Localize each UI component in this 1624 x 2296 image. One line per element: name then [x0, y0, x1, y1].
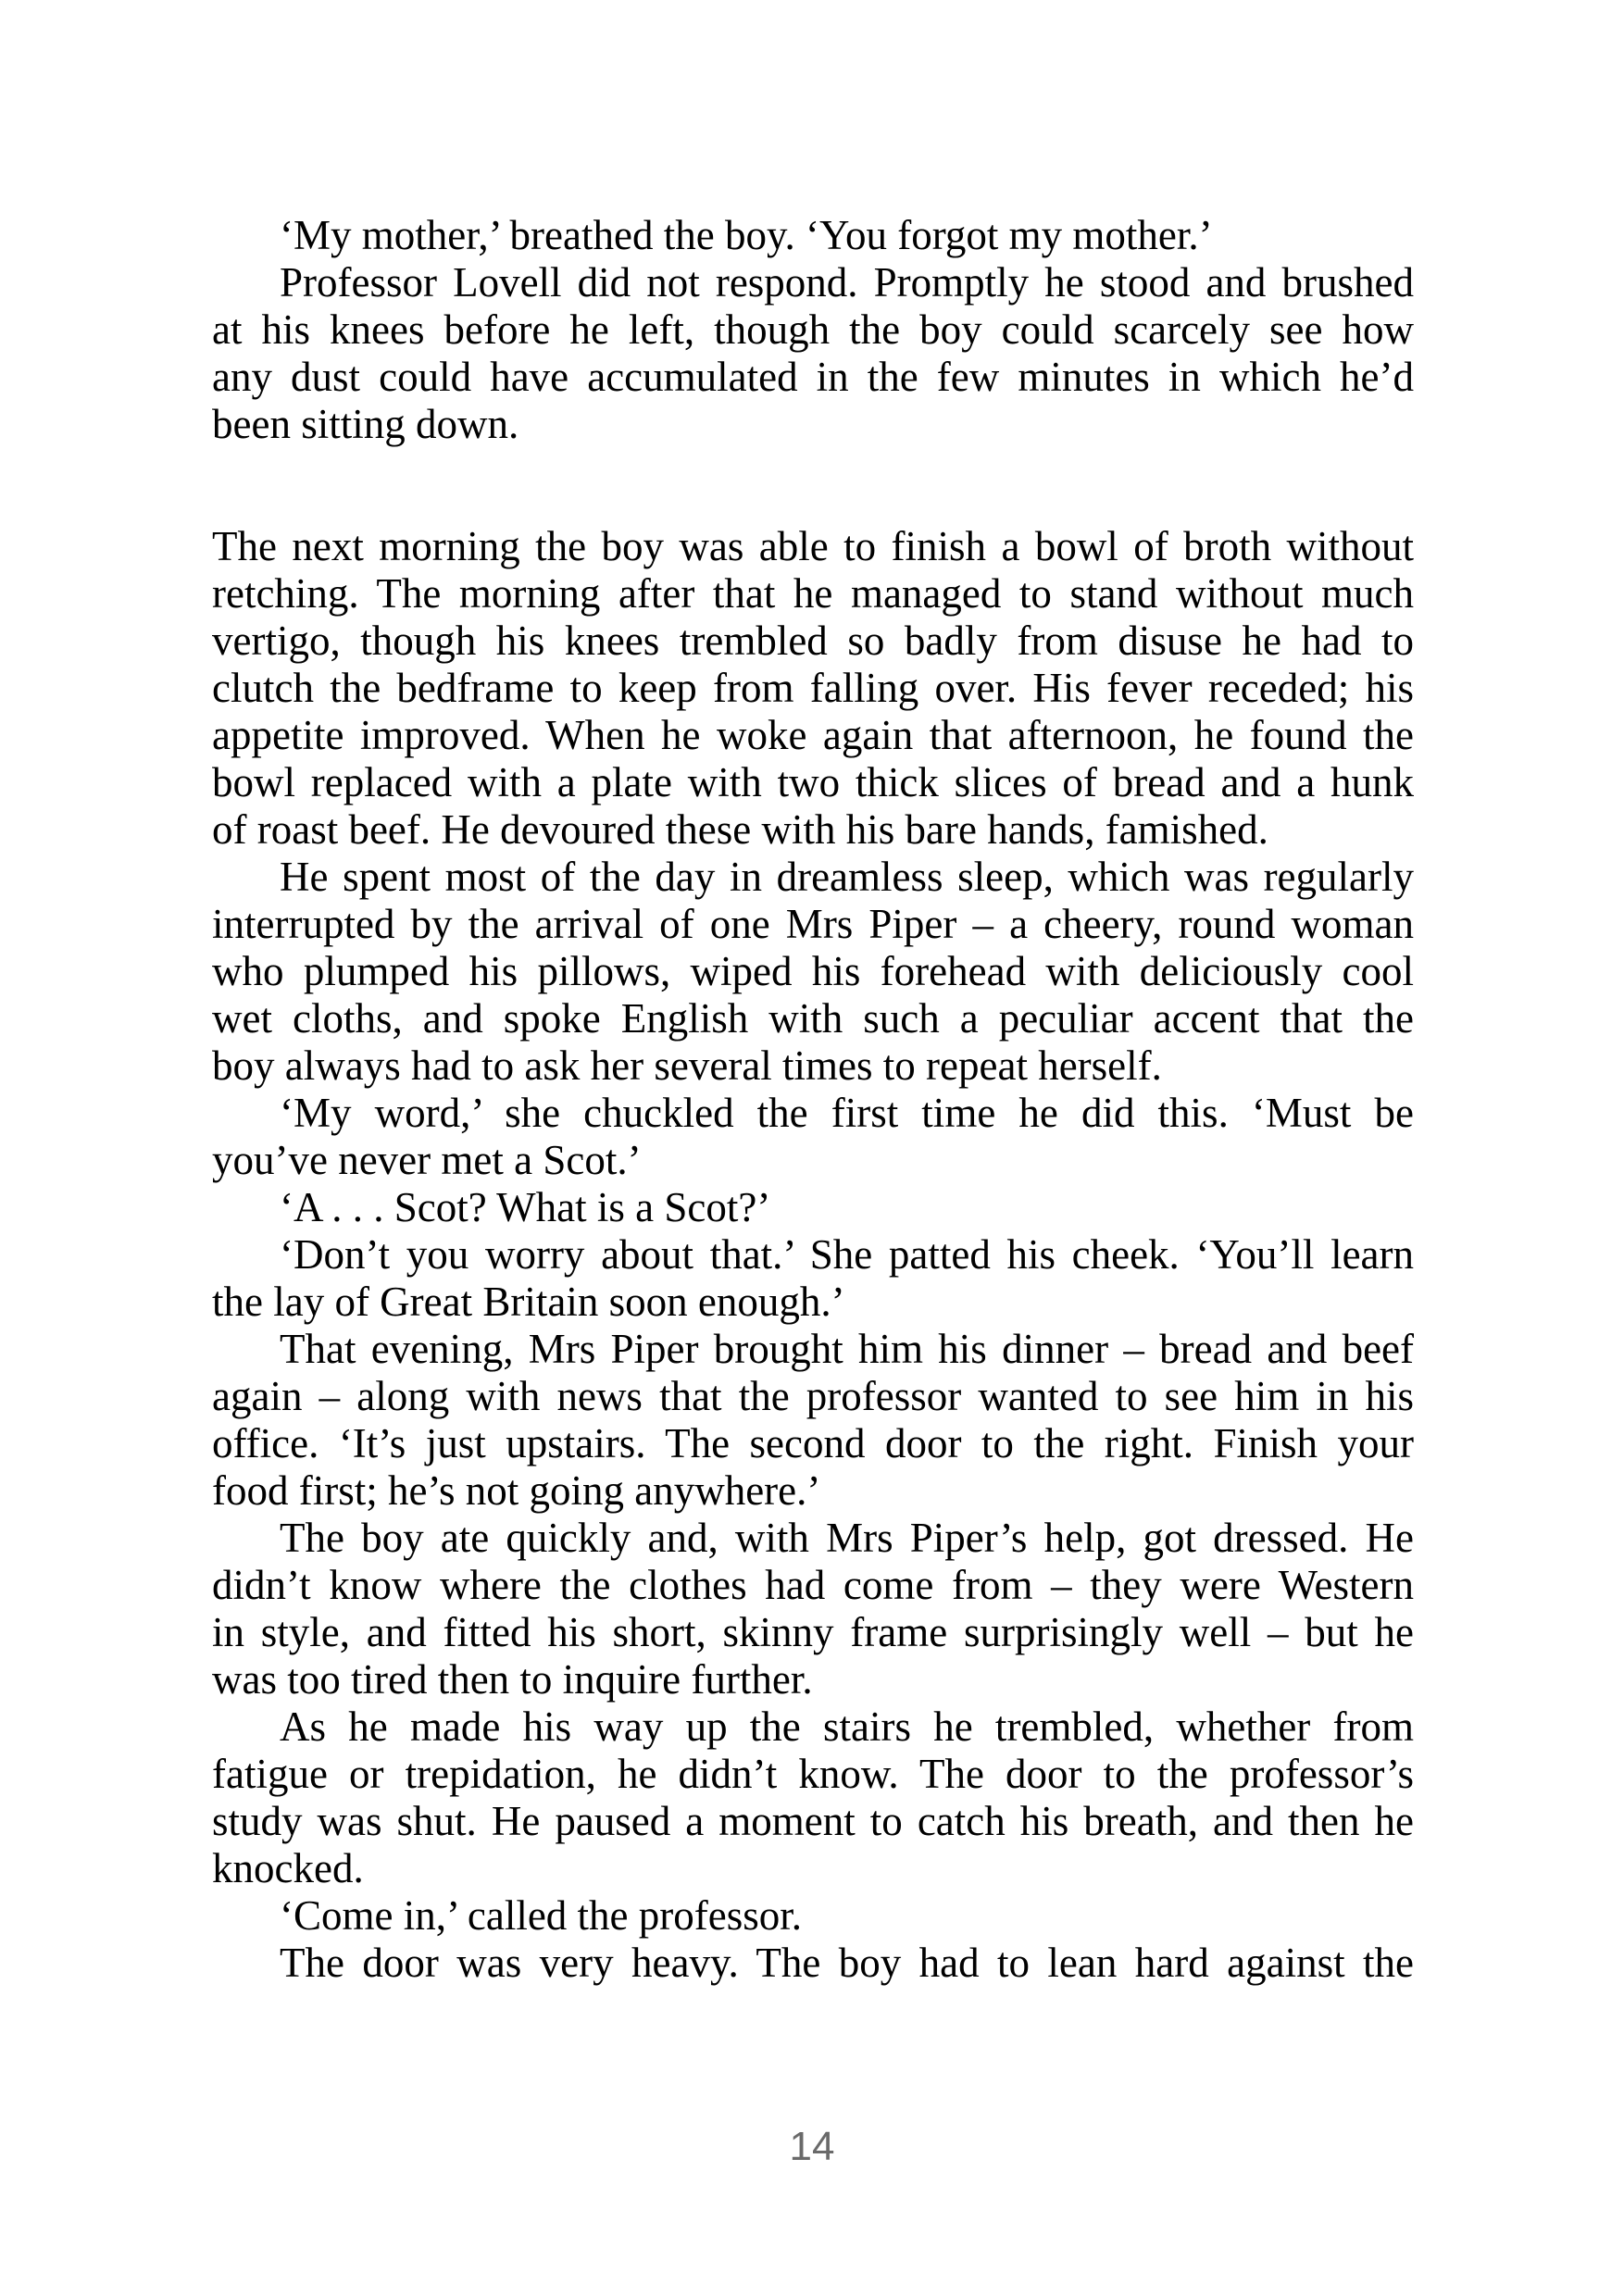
- text-line: boy always had to ask her several times to repeat herself.: [212, 1042, 1162, 1089]
- text-line: The boy ate quickly and, with Mrs Piper’s help, got dressed. He: [280, 1515, 1414, 1561]
- text-line: The next morning the boy was able to finish a bowl of broth without: [212, 523, 1414, 569]
- text-line: of roast beef. He devoured these with his bare hands, famished.: [212, 806, 1268, 853]
- text-block: [212, 212, 1414, 1987]
- text-line: the lay of Great Britain soon enough.’: [212, 1279, 845, 1325]
- text-line: again – along with news that the professor wanted to see him in his: [212, 1373, 1414, 1419]
- text-line: knocked.: [212, 1845, 364, 1891]
- text-line: study was shut. He paused a moment to catch his breath, and then he: [212, 1798, 1414, 1844]
- text-line: food first; he’s not going anywhere.’: [212, 1467, 821, 1514]
- text-line: didn’t know where the clothes had come from – they were Western: [212, 1562, 1414, 1608]
- text-line: office. ‘It’s just upstairs. The second door to the right. Finish your: [212, 1420, 1414, 1466]
- text-line: ‘A . . . Scot? What is a Scot?’: [280, 1184, 771, 1230]
- page-number: 14: [789, 2124, 835, 2169]
- text-line: retching. The morning after that he managed to stand without much: [212, 570, 1414, 617]
- text-line: appetite improved. When he woke again that afternoon, he found the: [212, 712, 1414, 758]
- text-line: wet cloths, and spoke English with such a peculiar accent that the: [212, 995, 1414, 1042]
- text-line: who plumped his pillows, wiped his forehead with deliciously cool: [212, 948, 1414, 994]
- text-line: As he made his way up the stairs he trembled, whether from: [280, 1703, 1414, 1750]
- text-line: been sitting down.: [212, 401, 519, 447]
- text-line: Professor Lovell did not respond. Promptly he stood and brushed: [280, 259, 1414, 306]
- text-line: clutch the bedframe to keep from falling over. His fever receded; his: [212, 665, 1414, 711]
- text-line: ‘Come in,’ called the professor.: [280, 1892, 802, 1939]
- text-line: interrupted by the arrival of one Mrs Piper – a cheery, round woman: [212, 901, 1414, 947]
- text-line: any dust could have accumulated in the few minutes in which he’d: [212, 354, 1414, 400]
- text-line: you’ve never met a Scot.’: [212, 1137, 642, 1183]
- text-line: at his knees before he left, though the boy could scarcely see how: [212, 306, 1414, 353]
- text-line: That evening, Mrs Piper brought him his dinner – bread and beef: [280, 1326, 1414, 1372]
- text-line: bowl replaced with a plate with two thick slices of bread and a hunk: [212, 759, 1414, 805]
- text-line: He spent most of the day in dreamless sleep, which was regularly: [280, 854, 1414, 900]
- text-line: ‘My word,’ she chuckled the first time he did this. ‘Must be: [280, 1090, 1414, 1136]
- text-line: The door was very heavy. The boy had to lean hard against the: [280, 1940, 1414, 1986]
- text-line: vertigo, though his knees trembled so badly from disuse he had to: [212, 618, 1414, 664]
- text-line: ‘My mother,’ breathed the boy. ‘You forgot my mother.’: [280, 212, 1213, 258]
- text-line: fatigue or trepidation, he didn’t know. The door to the professor’s: [212, 1751, 1414, 1797]
- text-line: ‘Don’t you worry about that.’ She patted his cheek. ‘You’ll learn: [280, 1231, 1414, 1278]
- text-line: in style, and fitted his short, skinny frame surprisingly well – but he: [212, 1609, 1414, 1655]
- text-line: was too tired then to inquire further.: [212, 1656, 813, 1703]
